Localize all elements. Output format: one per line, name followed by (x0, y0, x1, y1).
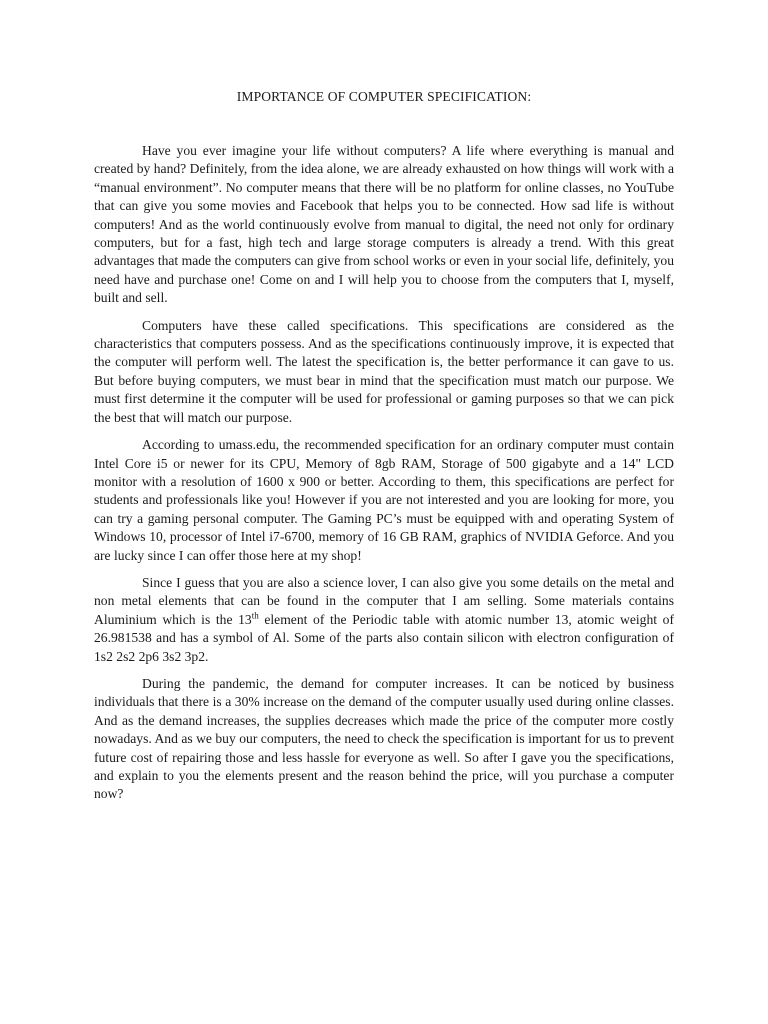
document-body (94, 142, 674, 813)
paragraph-recommended-specs: According to umass.edu, the recommended specification for an ordinary computer must contain Intel Core i5 or newer for its CPU, Memory of 8gb RAM, Storage of 500 gigabyte and a 14" LCD monitor with a resolution of 1600 x 900 or better. According to them, this specifications are perfect for students and professionals like you! However if you are not interested and you are looking for more, you can try a gaming personal computer. The Gaming PC’s must be equipped with and operating System of Windows 10, processor of Intel i7-6700, memory of 16 GB RAM, graphics of NVIDIA Geforce. And you are lucky since I can offer those here at my shop! (94, 437, 674, 563)
paragraph-specifications: Computers have these called specifications. This specifications are considered as the characteristics that computers possess. And as the specifications continuously improve, it is expected that the computer will perform well. The latest the specification is, the better performance it can gave to us. But before buying computers, we must bear in mind that the specification must match our purpose. We must first determine it the computer will be used for professional or gaming purposes so that we can pick the best that will match our purpose. (94, 317, 674, 425)
document-title: IMPORTANCE OF COMPUTER SPECIFICATION: (236, 89, 532, 104)
paragraph-pandemic: During the pandemic, the demand for computer increases. It can be noticed by business individuals that there is a 30% increase on the demand of the computer usually used during online classes. And as the demand increases, the supplies decreases which made the price of the computer more costly nowadays. And as we buy our computers, the need to check the specification is important for us to prevent future cost of repairing those and less hassle for everyone as well. So after I gave you the specifications, and explain to you the elements present and the reason behind the price, will you purchase a computer now? (94, 675, 674, 802)
paragraph-elements-text-after: element of the Periodic table with atomic number 13, atomic weight of 26.981538 and has a symbol of Al. Some of the parts also contain silicon with electron configuration of 1s2 2s2 2p6 3s2 3p2. (94, 611, 674, 664)
ordinal-superscript: th (251, 610, 259, 621)
paragraph-elements (94, 574, 674, 666)
paragraph-intro: Have you ever imagine your life without computers? A life where everything is manual and created by hand? Definitely, from the idea alone, we are already exhausted on how things will work with a “manual environment”. No computer means that there will be no platform for online classes, no YouTube that can give you some movies and Facebook that helps you to be connected. How sad life is without computers! And as the world continuously evolve from manual to digital, the need not only for ordinary computers, but for a fast, high tech and large storage computers is already a trend. With this great advantages that made the computers can give from school works or even in your social life, definitely, you need have and purchase one! Come on and I will help you to choose from the computers that I, myself, built and sell. (94, 143, 674, 306)
paragraph-elements-text-before: Since I guess that you are also a science lover, I can also give you some details on the metal and non metal elements that can be found in the computer that I am selling. Some materials contains Aluminium which is the 13 (94, 574, 674, 627)
